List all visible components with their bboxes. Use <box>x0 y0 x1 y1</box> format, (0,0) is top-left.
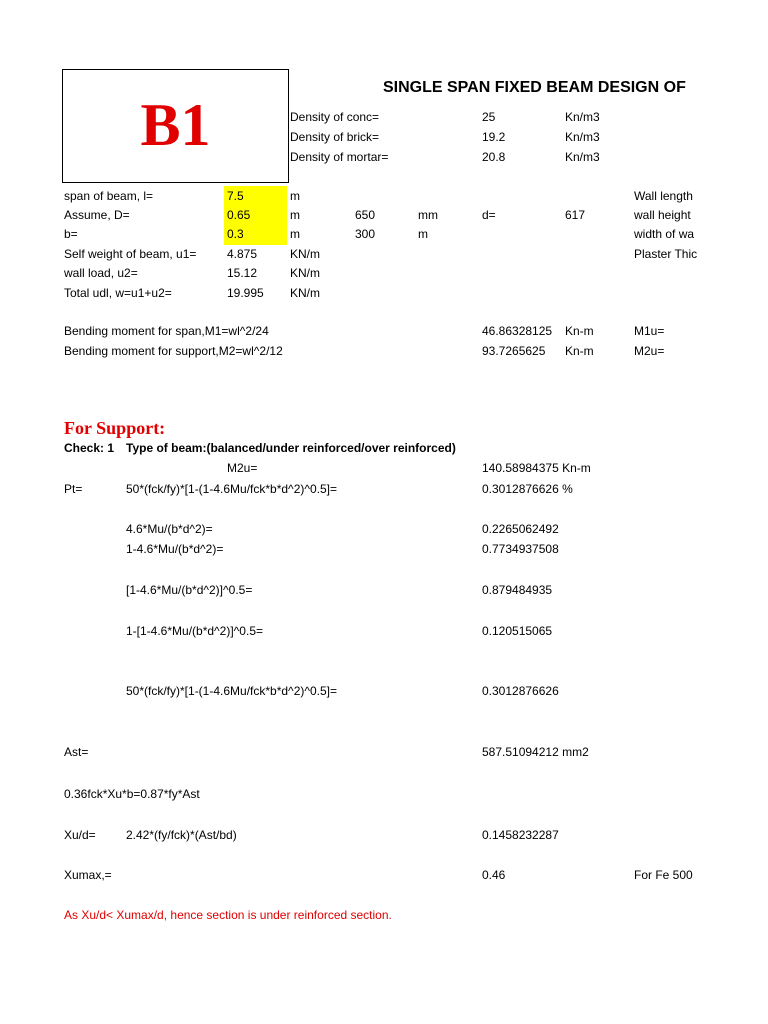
density-unit: Kn/m3 <box>565 130 600 144</box>
width-unit: m <box>290 227 300 241</box>
load-unit: KN/m <box>290 266 320 280</box>
pt-formula: 50*(fck/fy)*[1-(1-4.6Mu/fck*b*d^2)^0.5]= <box>126 482 338 496</box>
wall-height-label: wall height <box>634 208 691 222</box>
factored-moment-label: M1u= <box>634 324 665 338</box>
span-label: span of beam, l= <box>64 189 154 203</box>
moment-value: 46.86328125 <box>482 324 553 338</box>
step-label: [1-4.6*Mu/(b*d^2)]^0.5= <box>126 583 253 597</box>
depth-mm-unit: mm <box>418 208 438 222</box>
depth-label: Assume, D= <box>64 208 130 222</box>
depth-mm-value: 650 <box>355 208 376 222</box>
density-label: Density of mortar= <box>290 150 389 164</box>
step-value: 0.2265062492 <box>482 522 559 536</box>
section-heading: For Support: <box>64 418 166 438</box>
check-text: Type of beam:(balanced/under reinforced/over reinforced) <box>126 441 456 455</box>
load-value: 4.875 <box>227 247 258 261</box>
steel-grade-note: For Fe 500 <box>634 868 693 882</box>
beam-label: B1 <box>140 92 211 158</box>
effective-depth-label: d= <box>482 208 496 222</box>
pt-label: Pt= <box>64 482 83 496</box>
load-label: wall load, u2= <box>64 266 138 280</box>
moment-label: Bending moment for span,M1=wl^2/24 <box>64 324 269 338</box>
moment-unit: Kn-m <box>565 324 594 338</box>
m2u-value: 140.58984375 Kn-m <box>482 461 591 475</box>
step-value: 0.7734937508 <box>482 542 559 556</box>
xud-value: 0.1458232287 <box>482 828 559 842</box>
span-input[interactable]: 7.5 <box>227 189 244 203</box>
depth-input[interactable]: 0.65 <box>227 208 251 222</box>
density-label: Density of brick= <box>290 130 380 144</box>
load-label: Self weight of beam, u1= <box>64 247 197 261</box>
wall-length-label: Wall length <box>634 189 693 203</box>
span-unit: m <box>290 189 300 203</box>
moment-label: Bending moment for support,M2=wl^2/12 <box>64 344 283 358</box>
xumax-label: Xumax,= <box>64 868 112 882</box>
plaster-thickness-label: Plaster Thic <box>634 247 698 261</box>
width-label: b= <box>64 227 78 241</box>
load-label: Total udl, w=u1+u2= <box>64 286 172 300</box>
step-label: 4.6*Mu/(b*d^2)= <box>126 522 213 536</box>
step-label: 1-4.6*Mu/(b*d^2)= <box>126 542 224 556</box>
step-label: 1-[1-4.6*Mu/(b*d^2)]^0.5= <box>126 624 263 638</box>
step-value: 0.879484935 <box>482 583 553 597</box>
density-unit: Kn/m3 <box>565 150 600 164</box>
width-input[interactable]: 0.3 <box>227 227 244 241</box>
moment-unit: Kn-m <box>565 344 594 358</box>
width-mm-unit: m <box>418 227 428 241</box>
xud-formula: 2.42*(fy/fck)*(Ast/bd) <box>126 828 237 842</box>
load-value: 15.12 <box>227 266 258 280</box>
beam-label-box <box>62 69 289 183</box>
effective-depth-value: 617 <box>565 208 586 222</box>
load-unit: KN/m <box>290 247 320 261</box>
load-unit: KN/m <box>290 286 320 300</box>
depth-unit: m <box>290 208 300 222</box>
density-value: 25 <box>482 110 496 124</box>
density-label: Density of conc= <box>290 110 380 124</box>
check-label: Check: 1 <box>64 441 115 455</box>
moment-value: 93.7265625 <box>482 344 546 358</box>
pt-value: 0.3012876626 % <box>482 482 573 496</box>
xumax-value: 0.46 <box>482 868 506 882</box>
wall-width-label: width of wa <box>634 227 695 241</box>
load-value: 19.995 <box>227 286 264 300</box>
page-title: SINGLE SPAN FIXED BEAM DESIGN OF <box>383 79 686 96</box>
step-label: 50*(fck/fy)*[1-(1-4.6Mu/fck*b*d^2)^0.5]= <box>126 684 338 698</box>
density-value: 19.2 <box>482 130 506 144</box>
density-value: 20.8 <box>482 150 506 164</box>
factored-moment-label: M2u= <box>634 344 665 358</box>
step-value: 0.120515065 <box>482 624 553 638</box>
step-value: 0.3012876626 <box>482 684 559 698</box>
density-unit: Kn/m3 <box>565 110 600 124</box>
width-mm-value: 300 <box>355 227 376 241</box>
xud-label: Xu/d= <box>64 828 96 842</box>
ast-value: 587.51094212 mm2 <box>482 745 589 759</box>
m2u-label: M2u= <box>227 461 258 475</box>
conclusion-text: As Xu/d< Xumax/d, hence section is under reinforced section. <box>64 908 392 922</box>
ast-label: Ast= <box>64 745 89 759</box>
equilibrium-equation: 0.36fck*Xu*b=0.87*fy*Ast <box>64 787 200 801</box>
